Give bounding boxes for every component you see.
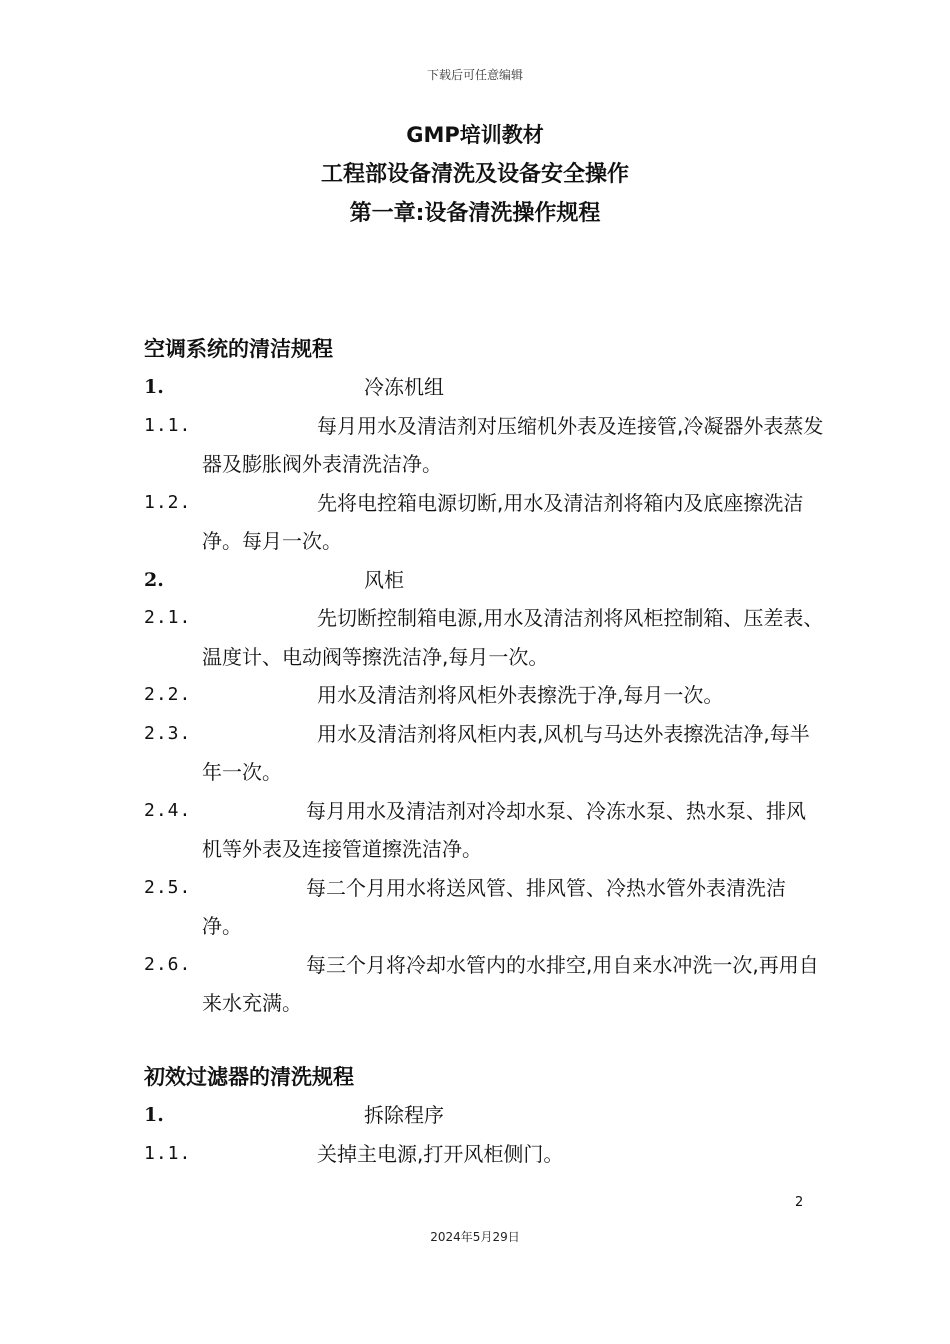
item-number: 2.5.: [144, 876, 192, 898]
list-item-1-1: [144, 1135, 824, 1174]
list-item-1: [144, 368, 824, 407]
item-text: 每月用水及清洁剂对压缩机外表及连接管,冷凝器外表蒸发器及膨胀阀外表清洗洁净。: [202, 413, 824, 476]
page-header: 下载后可任意编辑: [426, 68, 523, 82]
list-item-2: [144, 561, 824, 600]
list-item-2-6: [144, 946, 824, 1023]
list-item-1-1: [144, 407, 824, 484]
item-text: 先切断控制箱电源,用水及清洁剂将风柜控制箱、压差表、温度计、电动阀等擦洗洁净,每月一次。: [202, 606, 824, 669]
item-number: 1.1.: [144, 414, 192, 436]
item-number: 1.: [144, 376, 164, 398]
list-item-2-3: [144, 715, 824, 792]
page-footer-date: 2024年5月29日: [430, 1230, 520, 1244]
item-number: 1.1.: [144, 1142, 192, 1164]
list-item-2-5: [144, 869, 824, 946]
section-heading: 初效过滤器的清洗规程: [144, 1065, 354, 1089]
item-number: 1.2.: [144, 491, 192, 513]
item-number: 2.4.: [144, 799, 192, 821]
list-item-1: [144, 1096, 824, 1135]
section-heading: 空调系统的清洁规程: [144, 337, 333, 361]
item-text: 关掉主电源,打开风柜侧门。: [317, 1141, 564, 1166]
list-item-2-2: [144, 676, 824, 715]
doc-subtitle: 工程部设备清洗及设备安全操作: [320, 162, 629, 187]
doc-title: GMP培训教材: [406, 123, 544, 147]
item-text: 先将电控箱电源切断,用水及清洁剂将箱内及底座擦洗洁净。每月一次。: [202, 490, 804, 553]
list-item-2-1: [144, 599, 824, 676]
page-number: 2: [795, 1195, 804, 1210]
item-number: 2.1.: [144, 607, 192, 628]
item-text: 用水及清洁剂将风柜外表擦洗于净,每月一次。: [317, 683, 724, 707]
section-ac-cleaning: [144, 330, 824, 1023]
item-number: 2.2.: [144, 684, 192, 705]
item-number: 2.: [144, 568, 164, 591]
section-filter-cleaning: [144, 1058, 824, 1173]
item-label: 拆除程序: [364, 1103, 444, 1127]
list-item-2-4: [144, 792, 824, 869]
item-text: 每月用水及清洁剂对冷却水泵、冷冻水泵、热水泵、排风机等外表及连接管道擦洗洁净。: [202, 798, 806, 861]
chapter-title: 第一章:设备清洗操作规程: [349, 201, 601, 226]
item-number: 2.3.: [144, 722, 192, 744]
item-text: 每三个月将冷却水管内的水排空,用自来水冲洗一次,再用自来水充满。: [202, 952, 819, 1015]
title-block: [0, 116, 950, 233]
list-item-1-2: [144, 484, 824, 561]
item-label: 风柜: [364, 567, 404, 592]
item-text: 用水及清洁剂将风柜内表,风机与马达外表擦洗洁净,每半年一次。: [202, 721, 810, 784]
item-number: 1.: [144, 1104, 164, 1126]
item-number: 2.6.: [144, 953, 192, 975]
item-text: 每二个月用水将送风管、排风管、冷热水管外表清洗洁净。: [202, 875, 786, 938]
item-label: 冷冻机组: [364, 375, 444, 399]
